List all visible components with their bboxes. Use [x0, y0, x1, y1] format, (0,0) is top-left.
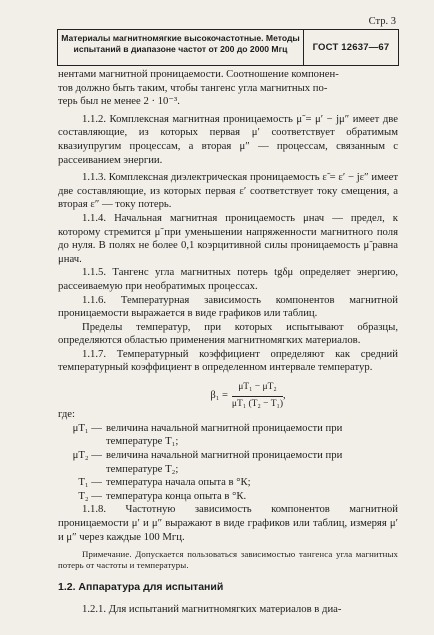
formula-comma: , — [283, 390, 286, 402]
paragraph-1-1-5: 1.1.5. Тангенс угла магнитных потерь tgδμ определяет энергию, рассеиваемую при необратимых процессах. — [58, 266, 398, 292]
definition-t1 — [58, 476, 398, 490]
definition-symbol: T₂ — — [78, 489, 102, 502]
paragraph-1-1-8: 1.1.8. Частотную зависимость компонентов магнитной проницаемости μ′ и μ″ выражают в виде графиков или таблиц, измеряя μ′ и μ″ через каждые 100 Мгц. — [58, 503, 398, 543]
page-number: Стр. 3 — [368, 16, 396, 27]
where-label: где: — [58, 408, 76, 421]
definition-text: температура начала опыта в °К; — [106, 476, 251, 489]
paragraph-temperature-limits: Пределы температур, при которых испытывают образцы, определяются областью применения магнитномягких материалов. — [58, 320, 398, 347]
temperature-coefficient-formula — [98, 381, 398, 411]
definition-text: температура конца опыта в °К. — [106, 489, 247, 502]
definition-mu-t2 — [58, 449, 398, 463]
formula-denominator: μT₁ (T₂ − T₁) — [231, 398, 283, 409]
paragraph-line: терь был не менее 2 · 10⁻³. — [58, 95, 180, 108]
paragraph-line: нентами магнитной проницаемости. Соотношение компонен- — [58, 68, 339, 80]
definition-symbol: μT₁ — — [72, 421, 102, 434]
note: Примечание. Допускается пользоваться зависимостью тангенса угла магнитных потерь от частоты и температуры. — [58, 549, 398, 571]
formula-fraction — [232, 381, 283, 411]
definition-mu-t2-cont — [58, 463, 398, 477]
standard-code: ГОСТ 12637—67 — [312, 42, 390, 53]
paragraph-1-1-3: 1.1.3. Комплексная диэлектрическая проницаемость ε̃ = ε′ − jε″ имеет две составляющие, из которых первая ε′ соответствует току смещения, а вторая ε″ — току потерь. — [58, 171, 398, 211]
header-title-line2: испытаний в диапазоне частот от 200 до 2000 Мгц — [73, 44, 288, 54]
paragraph-1-1-2: 1.1.2. Комплексная магнитная проницаемость μ̃ = μ′ − jμ″ имеет две составляющие, из которых первая μ′ соответствует обратимым квазиупругим процессам, а вторая μ″ — процессам, связанным с рассеиванием энергии. — [58, 112, 398, 166]
header-title — [58, 30, 304, 65]
paragraph-1-2-1: 1.2.1. Для испытаний магнитномягких материалов в диа- — [82, 602, 342, 615]
definition-text: величина начальной магнитной проницаемости при — [106, 449, 343, 462]
definition-t2 — [58, 490, 398, 504]
header-title-line1: Материалы магнитномягкие высокочастотные. Методы — [61, 33, 300, 43]
formula-lhs: β₁ = — [210, 390, 228, 402]
paragraph-1-1-6: 1.1.6. Температурная зависимость компонентов магнитной проницаемости выражается в виде графиков или таблиц. — [58, 293, 398, 320]
paragraph-continued — [58, 68, 398, 109]
section-title: 1.2. Аппаратура для испытаний — [58, 581, 224, 594]
paragraph-1-1-4: 1.1.4. Начальная магнитная проницаемость μнач — предел, к которому стремится μ̃ при уменьшении напряженности магнитного поля до нуля. В полях не более 0,1 коэрцитивной силы проницаемость μ̃ равна μнач. — [58, 211, 398, 265]
definition-symbol: μT₂ — — [72, 449, 102, 462]
definition-symbol: T₁ — — [78, 476, 102, 489]
document-body — [58, 68, 398, 616]
formula-numerator: μT₁ − μT₂ — [232, 381, 283, 397]
definition-text-cont: температуре T₁; — [106, 435, 179, 448]
standard-header — [57, 29, 399, 66]
definition-mu-t1-cont — [58, 435, 398, 449]
paragraph-line: тов должно быть таким, чтобы тангенс угла магнитных по- — [58, 81, 328, 94]
paragraph-1-1-7: 1.1.7. Температурный коэффициент определяют как средний температурный коэффициент в определенном интервале температур. — [58, 347, 398, 374]
definition-text-cont: температуре T₂; — [106, 462, 179, 475]
definition-mu-t1 — [58, 422, 398, 436]
definition-text: величина начальной магнитной проницаемости при — [106, 421, 343, 434]
